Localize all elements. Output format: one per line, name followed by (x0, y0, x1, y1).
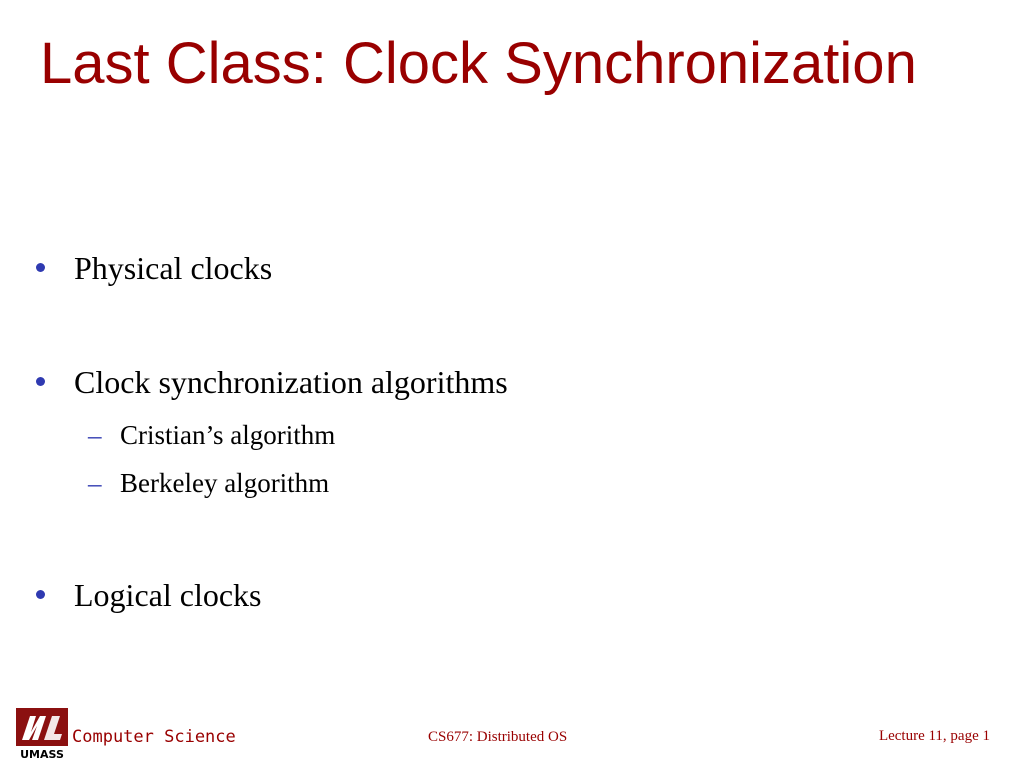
bullet-text: Logical clocks (74, 577, 262, 613)
dash-icon: – (88, 420, 102, 450)
bullet-text: Clock synchronization algorithms (74, 364, 508, 400)
svg-text:UMASS: UMASS (20, 748, 64, 760)
bullet-text: Physical clocks (74, 250, 273, 286)
sub-bullet-text: Berkeley algorithm (120, 468, 330, 498)
dash-icon: – (88, 468, 102, 498)
footer-department: Computer Science (72, 727, 236, 747)
bullet-dot-icon (36, 377, 45, 386)
footer-page-number: Lecture 11, page 1 (878, 728, 990, 744)
bullet-dot-icon (36, 263, 45, 272)
slide-title: Last Class: Clock Synchronization (40, 31, 917, 96)
bullet-dot-icon (36, 590, 45, 599)
footer-course: CS677: Distributed OS (428, 729, 568, 745)
sub-bullet-text: Cristian’s algorithm (120, 420, 336, 450)
umass-logo-icon (16, 708, 68, 760)
slide-footer (0, 700, 1024, 768)
